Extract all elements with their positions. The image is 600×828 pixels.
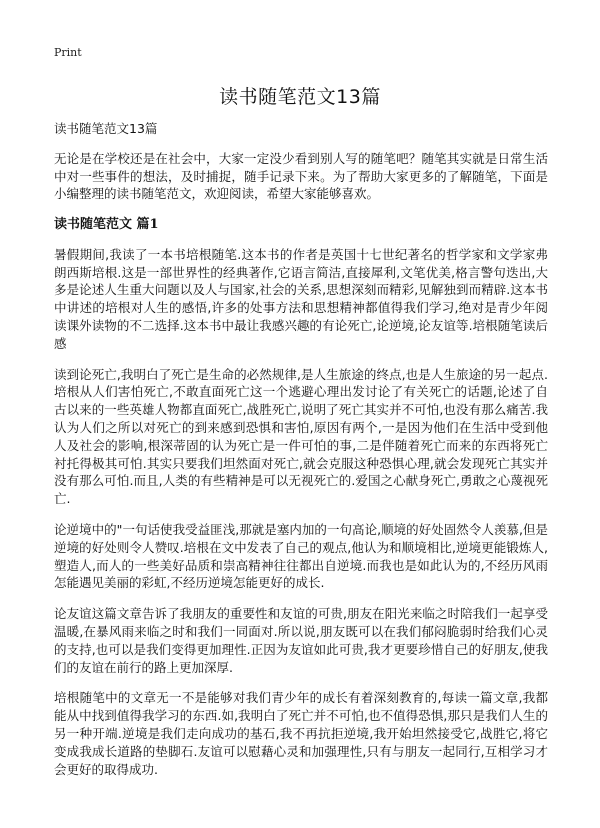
intro-paragraph: 无论是在学校还是在社会中，大家一定没少看到别人写的随笔吧？随笔其实就是日常生活中对一些事件的想法，及时捕捉，随手记录下来。为了帮助大家更多的了解随笔，下面是小编整理的读书随笔范文，欢迎阅读，希望大家能够喜欢。: [54, 151, 548, 202]
section-heading: 读书随笔范文 篇1: [54, 216, 159, 232]
body-paragraph: 论友谊这篇文章告诉了我朋友的重要性和友谊的可贵,朋友在阳光来临之时陪我们一起享受温暖,在暴风雨来临之时和我们一同面对.所以说,朋友既可以在我们郁闷脆弱时给我们心灵的支持,也可以是我们变得更加理性.正因为友谊如此可贵,我才更要珍惜自己的好朋友,使我们的友谊在前行的路上更加深厚.: [54, 606, 548, 675]
article-subtitle: 读书随笔范文13篇: [54, 121, 158, 136]
body-paragraph: 培根随笔中的文章无一不是能够对我们青少年的成长有着深刻教育的,每读一篇文章,我都能从中找到值得我学习的东西.如,我明白了死亡并不可怕,也不值得恐惧,那只是我们人生的另一种开端.逆境是我们走向成功的基石,我不再抗拒逆境,我开始坦然接受它,战胜它,将它变成我成长道路的垫脚石.友谊可以慰藉心灵和加强理性,只有与朋友一起同行,互相学习才会更好的取得成功.: [54, 690, 548, 777]
article-body: [54, 120, 548, 791]
body-paragraph: 暑假期间,我读了一本书培根随笔.这本书的作者是英国十七世纪著名的哲学家和文学家弗朗西斯培根.这是一部世界性的经典著作,它语言简洁,直接犀利,文笔优美,格言警句迭出,大多是论述人生重大问题以及人与国家,社会的关系,思想深刻而精彩,见解独到而精辟.这本书中讲述的培根对人生的感悟,许多的处事方法和思想精神都值得我们学习,绝对是青少年阅读课外读物的不二选择.这本书中最让我感兴趣的有论死亡,论逆境,论友谊等.培根随笔读后感: [54, 246, 548, 351]
page-title: 读书随笔范文13篇: [219, 86, 381, 108]
body-paragraph: 论逆境中的"一句话使我受益匪浅,那就是塞内加的一句高论,顺境的好处固然令人羡慕,但是逆境的好处则令人赞叹.培根在文中发表了自己的观点,他认为和顺境相比,逆境更能锻炼人,塑造人,而人的一些美好品质和崇高精神往往都出自逆境.而我也是如此认为的,不经历风雨怎能遇见美丽的彩虹,不经历逆境怎能更好的成长.: [54, 521, 548, 591]
print-link[interactable]: Print: [54, 46, 82, 59]
body-paragraph: 读到论死亡,我明白了死亡是生命的必然规律,是人生旅途的终点,也是人生旅途的另一起点.培根从人们害怕死亡,不敢直面死亡这一个逃避心理出发讨论了有关死亡的话题,论述了自古以来的一些英雄人物都直面死亡,战胜死亡,说明了死亡其实并不可怕,也没有那么痛苦.我认为人们之所以对死亡的到来感到恐惧和害怕,原因有两个,一是因为他们在生活中受到他人及社会的影响,根深蒂固的认为死亡是一件可怕的事,二是伴随着死亡而来的东西将死亡衬托得极其可怕.其实只要我们坦然面对死亡,就会克服这种恐惧心理,就会发现死亡其实并没有那么可怕.而且,人类的有些精神是可以无视死亡的.爱国之心献身死亡,勇敢之心蔑视死亡.: [54, 366, 548, 507]
